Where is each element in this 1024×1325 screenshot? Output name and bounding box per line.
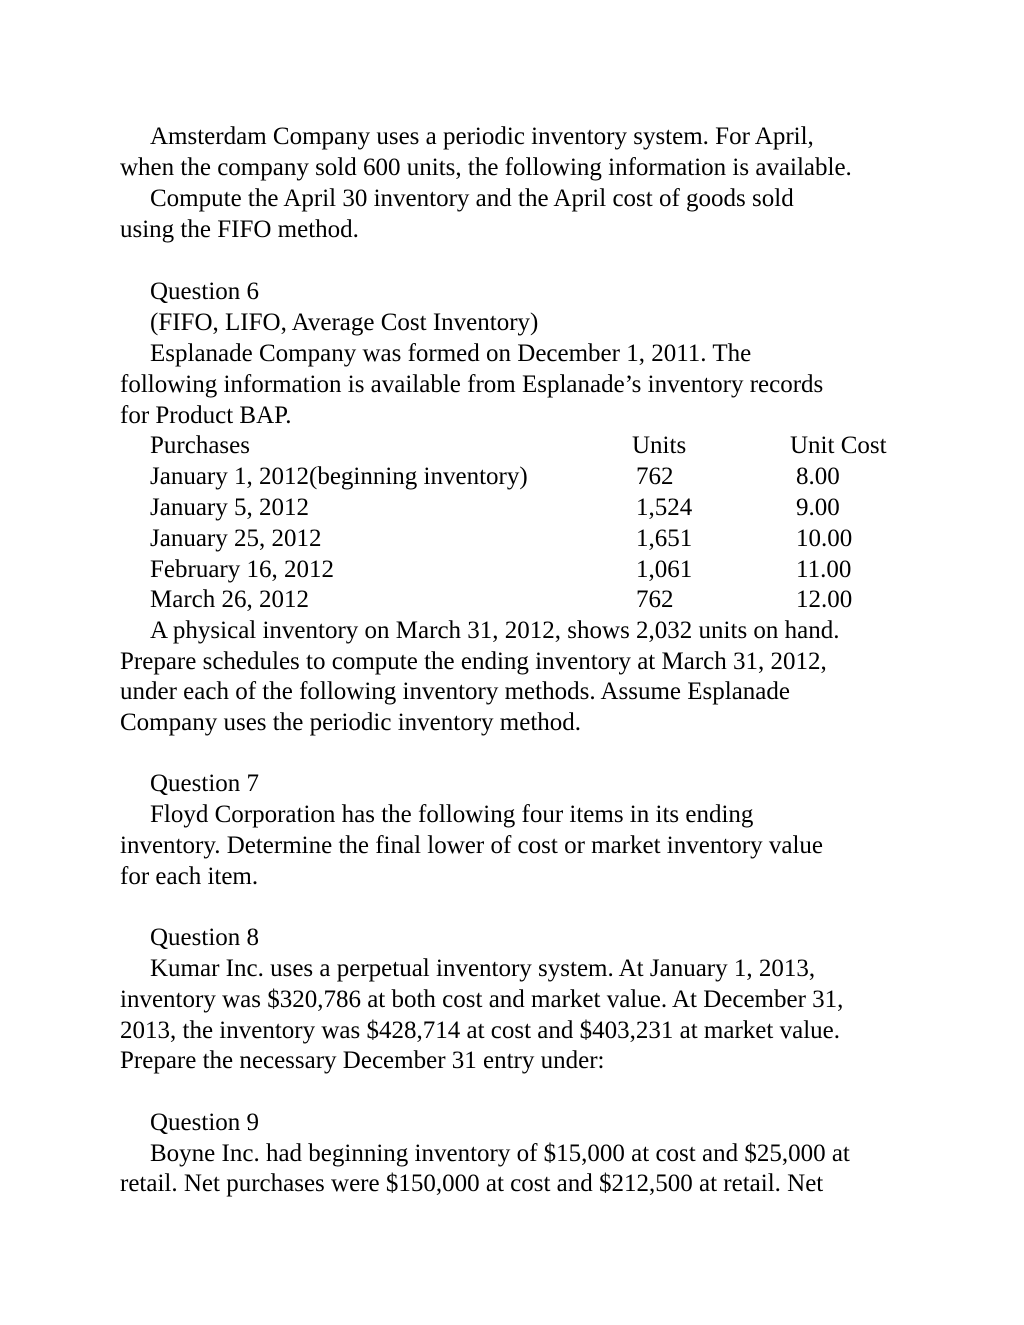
question-8-line-3: 2013, the inventory was $428,714 at cost and $403,231 at market value. [120, 1017, 840, 1044]
row-units: 1,524 [636, 494, 693, 521]
row-date: January 25, 2012 [150, 525, 322, 552]
row-date: January 1, 2012(beginning inventory) [150, 463, 528, 490]
header-units: Units [632, 432, 687, 459]
question-9-line-2: retail. Net purchases were $150,000 at cost and $212,500 at retail. Net [120, 1170, 824, 1197]
question-6-after-line-3: under each of the following inventory methods. Assume Esplanade [120, 678, 790, 705]
row-date: January 5, 2012 [150, 494, 309, 521]
question-9-line-1: Boyne Inc. had beginning inventory of $15,000 at cost and $25,000 at [150, 1140, 850, 1167]
question-7-line-2: inventory. Determine the final lower of cost or market inventory value [120, 832, 824, 859]
question-6-line-1: Esplanade Company was formed on December 1, 2011. The [150, 340, 752, 367]
intro-line-3: Compute the April 30 inventory and the April cost of goods sold [150, 185, 794, 212]
row-units: 762 [636, 463, 674, 490]
question-6-after-line-4: Company uses the periodic inventory method. [120, 709, 582, 736]
question-8-line-1: Kumar Inc. uses a perpetual inventory system. At January 1, 2013, [150, 955, 816, 982]
intro-line-1: Amsterdam Company uses a periodic inventory system. For April, [150, 123, 814, 150]
row-date: February 16, 2012 [150, 556, 334, 583]
question-6-after-line-1: A physical inventory on March 31, 2012, shows 2,032 units on hand. [150, 617, 840, 644]
row-units: 762 [636, 586, 674, 613]
question-7-heading: Question 7 [150, 770, 260, 797]
question-7-line-3: for each item. [120, 863, 259, 890]
question-7-line-1: Floyd Corporation has the following four items in its ending [150, 801, 754, 828]
question-9-heading: Question 9 [150, 1109, 260, 1136]
question-6-line-3: for Product BAP. [120, 402, 292, 429]
question-6-subtitle: (FIFO, LIFO, Average Cost Inventory) [150, 309, 539, 336]
question-8-line-4: Prepare the necessary December 31 entry under: [120, 1047, 605, 1074]
row-units: 1,061 [636, 556, 693, 583]
row-unit-cost: 12.00 [796, 586, 853, 613]
row-date: March 26, 2012 [150, 586, 309, 613]
question-8-heading: Question 8 [150, 924, 260, 951]
header-unit-cost: Unit Cost [790, 432, 887, 459]
question-6-after-line-2: Prepare schedules to compute the ending inventory at March 31, 2012, [120, 648, 827, 675]
question-6-line-2: following information is available from Esplanade’s inventory records [120, 371, 824, 398]
row-unit-cost: 11.00 [796, 556, 852, 583]
header-purchases: Purchases [150, 432, 250, 459]
question-8-line-2: inventory was $320,786 at both cost and market value. At December 31, [120, 986, 844, 1013]
intro-line-2: when the company sold 600 units, the following information is available. [120, 154, 852, 181]
question-6-heading: Question 6 [150, 278, 260, 305]
row-units: 1,651 [636, 525, 693, 552]
intro-line-4: using the FIFO method. [120, 216, 359, 243]
row-unit-cost: 9.00 [796, 494, 840, 521]
row-unit-cost: 8.00 [796, 463, 840, 490]
row-unit-cost: 10.00 [796, 525, 853, 552]
